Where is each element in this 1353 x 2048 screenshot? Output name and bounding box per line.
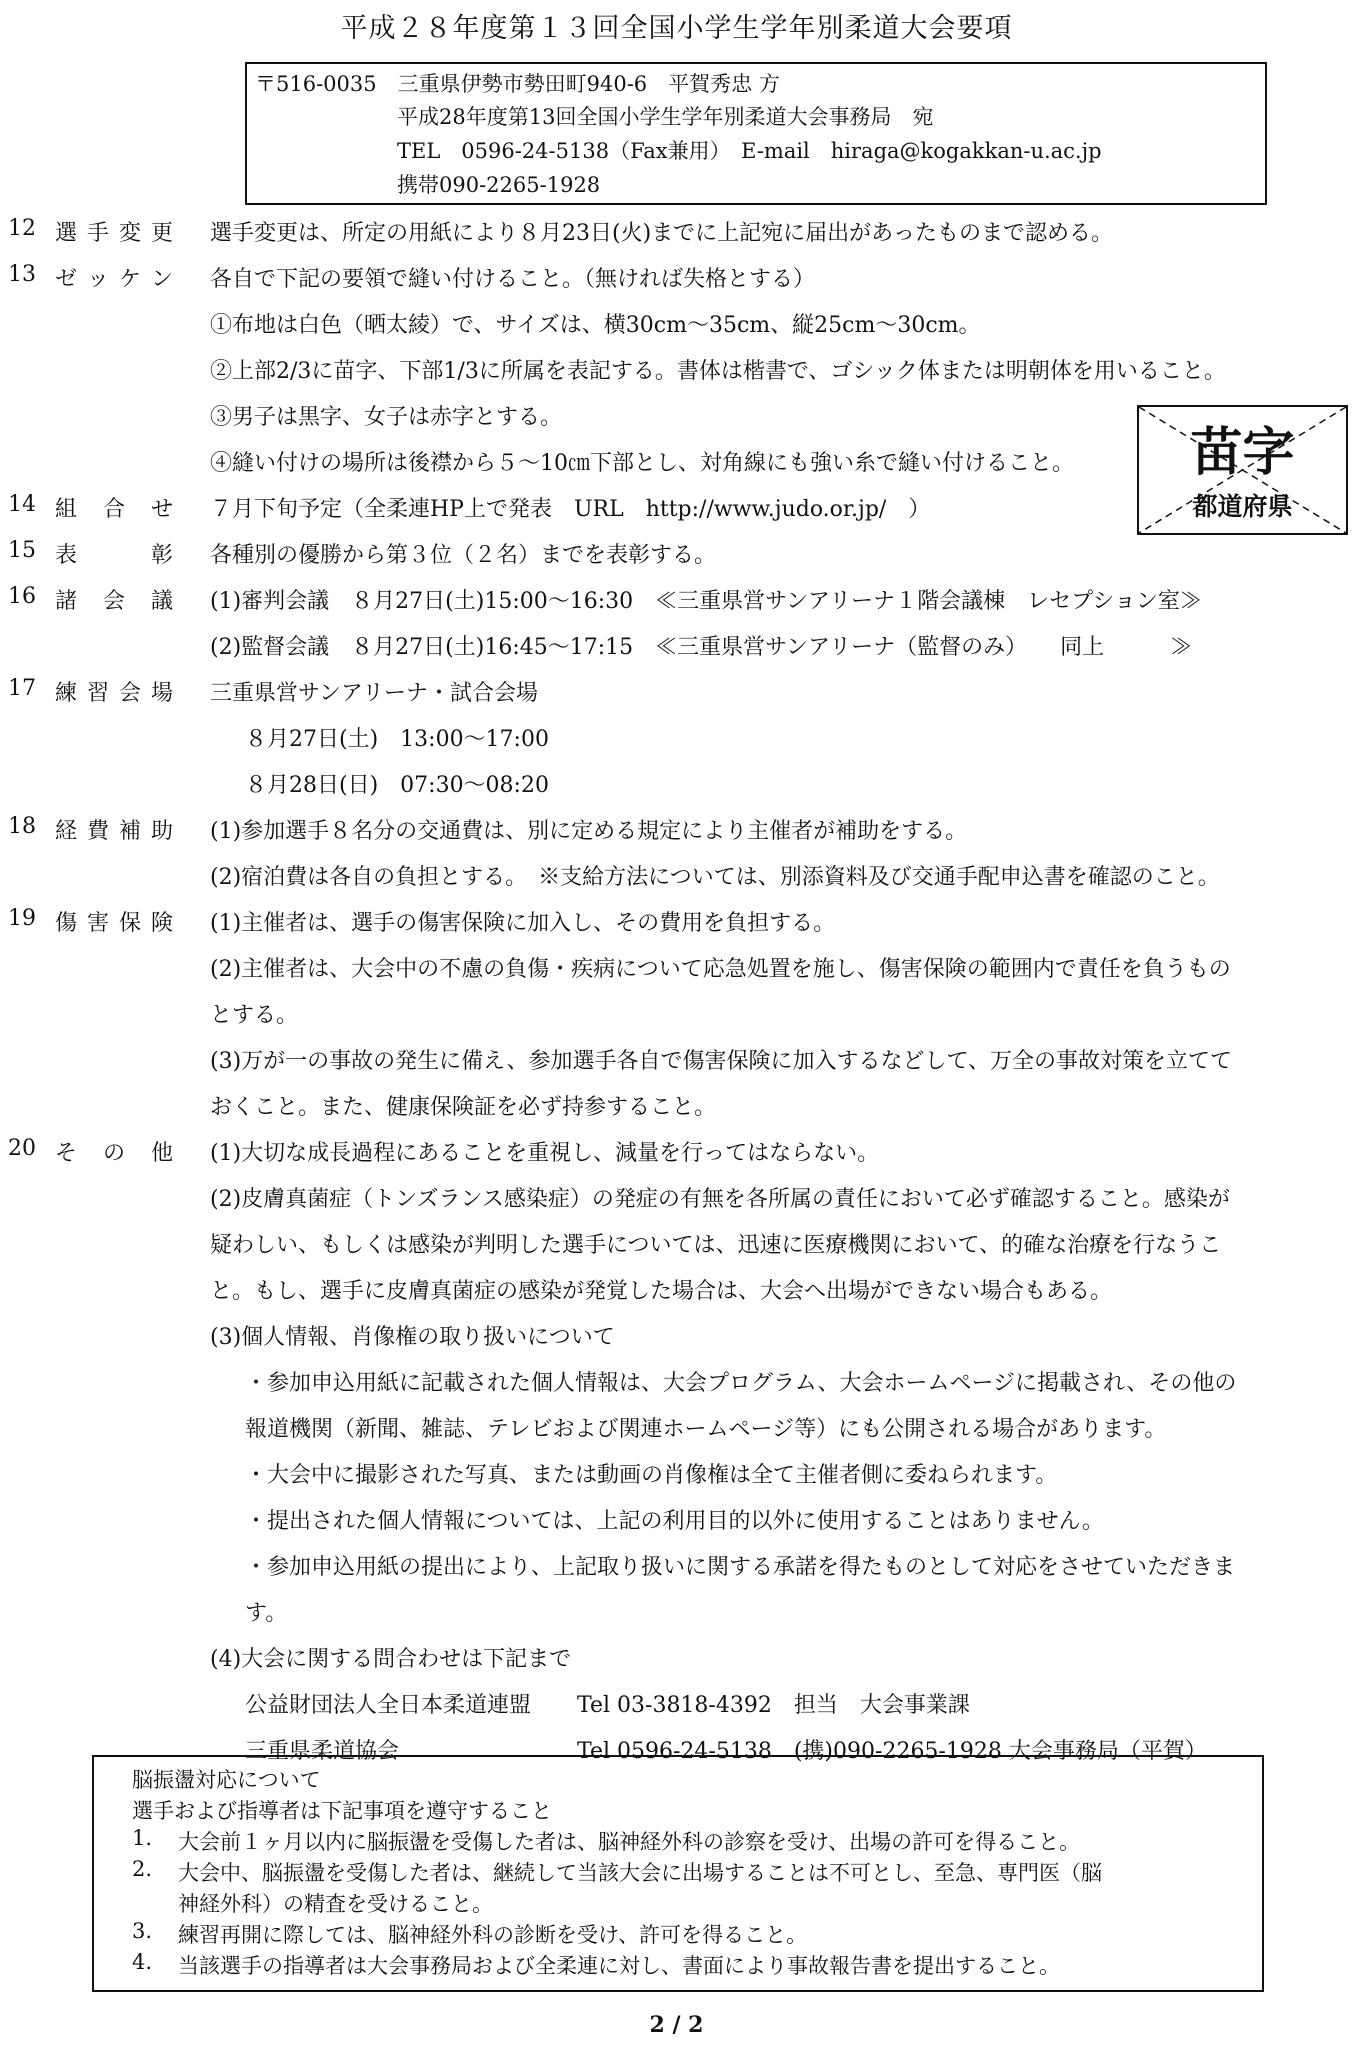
concussion-item-text: 神経外科）の精査を受けること。 <box>178 1892 493 1916</box>
address-mobile: 携帯090-2265-1928 <box>397 173 601 197</box>
section-text: (2)宿泊費は各自の負担とする。 ※支給方法については、別添資料及び交通手配申込書を確認のこと。 <box>210 865 1220 890</box>
section-text: と。もし、選手に皮膚真菌症の感染が発覚した場合は、大会へ出場ができない場合もある。 <box>210 1279 1113 1304</box>
section-label: そ の 他 <box>55 1141 173 1166</box>
section-label: 選 手 変 更 <box>55 221 173 246</box>
section-text: (1)主催者は、選手の傷害保険に加入し、その費用を負担する。 <box>210 911 836 936</box>
section-text: ・参加申込用紙に記載された個人情報は、大会プログラム、大会ホームページに掲載され、その他の <box>245 1371 1237 1396</box>
section-number: 16 <box>8 584 36 609</box>
section-text: (2)主催者は、大会中の不慮の負傷・疾病について応急処置を施し、傷害保険の範囲内で責任を負うもの <box>210 957 1231 982</box>
section-number: 20 <box>8 1136 36 1161</box>
section-text: (4)大会に関する問合わせは下記まで <box>210 1647 572 1672</box>
concussion-item-text: 大会中、脳振盪を受傷した者は、継続して当該大会に出場することは不可とし、至急、専門医（脳 <box>178 1861 1102 1885</box>
section-text: 報道機関（新聞、雑誌、テレビおよび関連ホームページ等）にも公開される場合があります。 <box>245 1417 1167 1442</box>
section-label: 組 合 せ <box>55 497 173 522</box>
concussion-item-text: 当該選手の指導者は大会事務局および全柔連に対し、書面により事故報告書を提出すること。 <box>178 1954 1060 1978</box>
section-text: (3)万が一の事故の発生に備え、参加選手各自で傷害保険に加入するなどして、万全の事故対策を立てて <box>210 1049 1233 1074</box>
address-box <box>245 62 1267 205</box>
section-label: 経 費 補 助 <box>55 819 173 844</box>
practice-time-2: ８月28日(日) 07:30～08:20 <box>245 773 549 798</box>
section-label: ゼ ッ ケ ン <box>55 267 173 292</box>
zekken-rule-4: ④縫い付けの場所は後襟から５～10㎝下部とし、対角線にも強い糸で縫い付けること。 <box>210 451 1074 476</box>
zekken-rule-3: ③男子は黒字、女子は赤字とする。 <box>210 405 563 430</box>
contact-org-2: 三重県柔道協会 <box>245 1739 400 1764</box>
section-text: ・参加申込用紙の提出により、上記取り扱いに関する承諾を得たものとして対応をさせていただきま <box>245 1555 1236 1580</box>
page-number: 2 / 2 <box>649 2012 704 2038</box>
section-number: 13 <box>8 262 36 287</box>
section-text: 選手変更は、所定の用紙により８月23日(火)までに上記宛に届出があったものまで認める。 <box>210 221 1113 246</box>
nameplate-prefecture: 都道府県 <box>1192 492 1293 521</box>
address-office: 平成28年度第13回全国小学生学年別柔道大会事務局 宛 <box>397 105 934 129</box>
section-text: おくこと。また、健康保険証を必ず持参すること。 <box>210 1095 717 1120</box>
section-label: 練 習 会 場 <box>55 681 173 706</box>
concussion-item-number: 1. <box>132 1826 153 1850</box>
concussion-item-number: 3. <box>132 1919 153 1943</box>
practice-time-1: ８月27日(土) 13:00～17:00 <box>245 727 549 752</box>
referee-meeting: (1)審判会議 ８月27日(土)15:00～16:30 ≪三重県営サンアリーナ１階会議棟 レセプション室≫ <box>210 589 1202 614</box>
section-label: 表 彰 <box>55 543 173 568</box>
section-text: 各自で下記の要領で縫い付けること。（無ければ失格とする） <box>210 267 816 292</box>
document-title: 平成２８年度第１３回全国小学生学年別柔道大会要項 <box>340 13 1013 44</box>
coach-meeting: (2)監督会議 ８月27日(土)16:45～17:15 ≪三重県営サンアリーナ（監督のみ） 同上 ≫ <box>210 635 1193 660</box>
section-text: (3)個人情報、肖像権の取り扱いについて <box>210 1325 615 1350</box>
section-number: 18 <box>8 814 36 839</box>
section-text: 疑わしい、もしくは感染が判明した選手については、迅速に医療機関において、的確な治療を行なうこ <box>210 1233 1222 1258</box>
concussion-item-text: 大会前１ヶ月以内に脳振盪を受傷した者は、脳神経外科の診察を受け、出場の許可を得ること。 <box>178 1830 1081 1854</box>
section-text: とする。 <box>210 1003 299 1028</box>
nameplate-surname: 苗字 <box>1190 423 1295 483</box>
concussion-notice-box <box>92 1755 1264 1992</box>
address-postal: 〒516-0035 三重県伊勢市勢田町940-6 平賀秀忠 方 <box>255 72 780 96</box>
section-text: (1)参加選手８名分の交通費は、別に定める規定により主催者が補助をする。 <box>210 819 968 844</box>
zekken-illustration <box>1137 405 1348 535</box>
section-number: 15 <box>8 538 36 563</box>
section-text: (2)皮膚真菌症（トンズランス感染症）の発症の有無を各所属の責任において必ず確認すること。感染が <box>210 1187 1230 1212</box>
section-number: 14 <box>8 492 36 517</box>
address-tel: TEL 0596-24-5138（Fax兼用） E-mail hiraga@kogakkan-u.ac.jp <box>397 139 1102 163</box>
section-text: す。 <box>245 1601 288 1626</box>
zekken-rule-2: ②上部2/3に苗字、下部1/3に所属を表記する。書体は楷書で、ゴシック体または明朝体を用いること。 <box>210 359 1226 384</box>
contact-info-2: Tel 0596-24-5138 (携)090-2265-1928 大会事務局（平賀） <box>577 1739 1207 1764</box>
section-text: ７月下旬予定（全柔連HP上で発表 URL http://www.judo.or.jp/ ） <box>210 497 931 522</box>
zekken-rule-1: ①布地は白色（晒太綾）で、サイズは、横30cm～35cm、縦25cm～30cm。 <box>210 313 981 338</box>
section-number: 12 <box>8 216 36 241</box>
section-text: ・大会中に撮影された写真、または動画の肖像権は全て主催者側に委ねられます。 <box>245 1463 1058 1488</box>
section-text: 三重県営サンアリーナ・試合会場 <box>210 681 539 706</box>
section-number: 17 <box>8 676 36 701</box>
section-label: 諸 会 議 <box>55 589 173 614</box>
section-number: 19 <box>8 906 36 931</box>
concussion-item-number: 4. <box>132 1950 153 1974</box>
concussion-item-number: 2. <box>132 1857 153 1881</box>
contact-info-1: Tel 03-3818-4392 担当 大会事業課 <box>577 1693 970 1718</box>
concussion-item-text: 練習再開に際しては、脳神経外科の診断を受け、許可を得ること。 <box>178 1923 808 1947</box>
section-text: 各種別の優勝から第３位（２名）までを表彰する。 <box>210 543 717 568</box>
section-text: (1)大切な成長過程にあることを重視し、減量を行ってはならない。 <box>210 1141 880 1166</box>
concussion-heading: 脳振盪対応について <box>132 1768 321 1792</box>
section-label: 傷 害 保 険 <box>55 911 173 936</box>
concussion-intro: 選手および指導者は下記事項を遵守すること <box>132 1799 552 1823</box>
contact-org-1: 公益財団法人全日本柔道連盟 <box>245 1693 532 1718</box>
section-text: ・提出された個人情報については、上記の利用目的以外に使用することはありません。 <box>245 1509 1104 1534</box>
